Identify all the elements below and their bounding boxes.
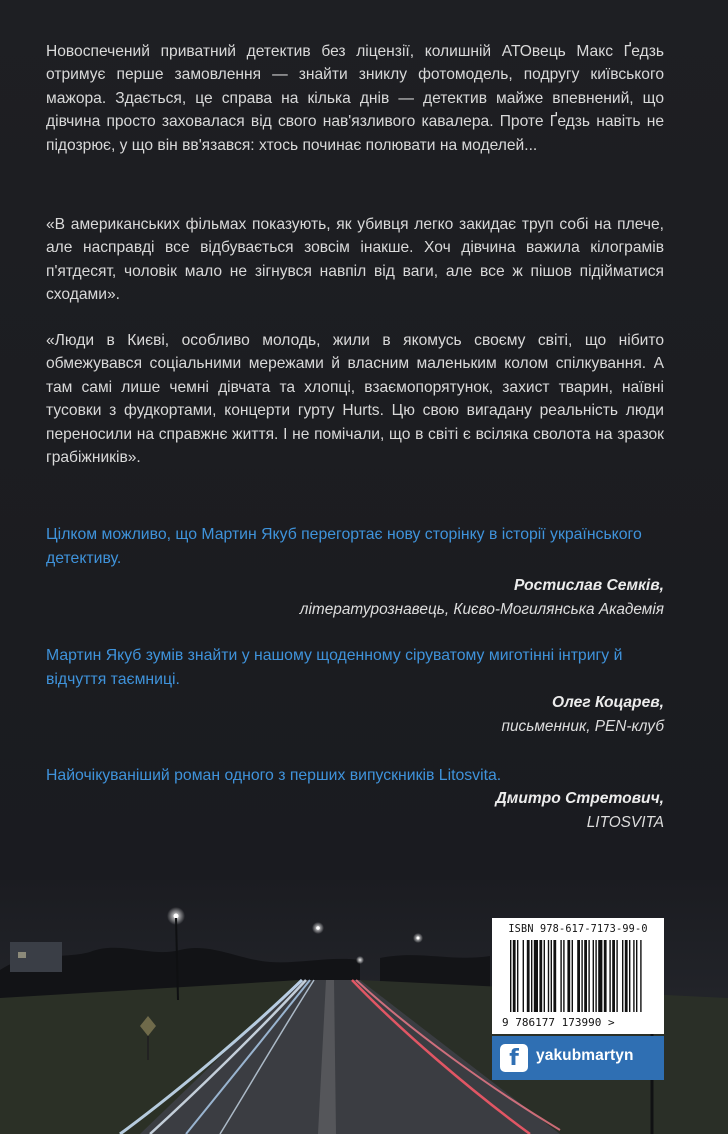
facebook-link[interactable] <box>492 1036 664 1080</box>
barcode-bar <box>513 940 516 1012</box>
review-quote-2: Мартин Якуб зумів знайти у нашому щоденному сіруватому миготінні інтригу й відчуття таємниці. <box>46 647 623 688</box>
review-quote-3: Найочікуваніший роман одного з перших випускників Litosvita. <box>46 767 502 784</box>
facebook-handle: yakubmartyn <box>536 1047 634 1064</box>
review-author-3: Дмитро Стретович, <box>495 790 664 807</box>
isbn-label: ISBN 978-617-7173-99-0 <box>508 924 648 935</box>
review-quote-1: Цілком можливо, що Мартин Якуб перегортає нову сторінку в історії українського детективу. <box>46 526 642 567</box>
facebook-icon <box>500 1044 528 1072</box>
barcode-bar <box>560 940 561 1012</box>
review-role-1: літературознавець, Києво-Могилянська Академія <box>299 601 664 618</box>
barcode-bar <box>539 940 542 1012</box>
isbn-digits: 9 786177 173990 > <box>502 1016 615 1029</box>
blurb-intro: Новоспечений приватний детектив без ліцензії, колишній АТОвець Макс Ґедзь отримує перше замовлення — знайти зниклу фотомодель, подругу київського мажора. Здається, це справа на кілька днів — детектив майже впевнений, що дівчина просто заховалася від свого нав'язливого кавалера. Проте Ґедзь навіть не підозрює, у що він вв'язався: хтось починає полювати на моделей... <box>46 43 664 154</box>
barcode-bar <box>622 940 623 1012</box>
isbn-barcode <box>492 918 664 1034</box>
barcode-bar <box>629 940 630 1012</box>
barcode-bar <box>609 940 610 1012</box>
barcode-graphic <box>498 938 658 1030</box>
barcode-bar <box>598 940 602 1012</box>
barcode-bar <box>588 940 589 1012</box>
barcode-bar <box>572 940 573 1012</box>
review-author-1: Ростислав Семків, <box>513 577 664 594</box>
barcode-bar <box>544 940 545 1012</box>
facebook-icon-letter: f <box>509 1046 519 1071</box>
barcode-bar <box>523 940 524 1012</box>
barcode-bar <box>581 940 582 1012</box>
barcode-bar <box>616 940 617 1012</box>
barcode-bar <box>563 940 564 1012</box>
barcode-bar <box>553 940 556 1012</box>
barcode-bar <box>577 940 580 1012</box>
barcode-bar <box>636 940 637 1012</box>
barcode-bar <box>510 940 511 1012</box>
review-author-2: Олег Коцарев, <box>552 694 664 711</box>
blurb-excerpt-2: «Люди в Києві, особливо молодь, жили в якомусь своєму світі, що нібито обмежувався соціальними мережами й власним маленьким колом спілкування. А там самі лише чемні дівчата та хлопці, взаємопорятунок, захист тварин, наївні тусовки з фудкортами, концерти гурту Hurts. Цю свою вигадану реальність люди переносили на справжнє життя. І не помічали, що в світі є всіляка сволота на зразок грабіжників». <box>46 332 664 467</box>
barcode-bar <box>584 940 587 1012</box>
review-role-2: письменник, PEN-клуб <box>501 718 664 735</box>
barcode-bar <box>531 940 532 1012</box>
barcode-bar <box>527 940 530 1012</box>
barcode-bar <box>595 940 596 1012</box>
barcode-bar <box>633 940 634 1012</box>
barcode-bar <box>567 940 570 1012</box>
barcode-bar <box>640 940 641 1012</box>
barcode-bar <box>593 940 594 1012</box>
barcode-bar <box>548 940 549 1012</box>
barcode-bar <box>612 940 615 1012</box>
barcode-bar <box>604 940 607 1012</box>
barcode-bar <box>625 940 628 1012</box>
blurb-excerpt-1: «В американських фільмах показують, як убивця легко закидає труп собі на плече, але насправді все відбувається зовсім інакше. Хоч дівчина важила кілограмів п'ятдесят, чоловік мало не зігнувся навпіл від ваги, але все ж пішов підійматися сходами». <box>46 216 664 304</box>
review-role-3: LITOSVITA <box>586 814 664 831</box>
barcode-bar <box>534 940 538 1012</box>
barcode-bar <box>551 940 552 1012</box>
barcode-bar <box>517 940 518 1012</box>
